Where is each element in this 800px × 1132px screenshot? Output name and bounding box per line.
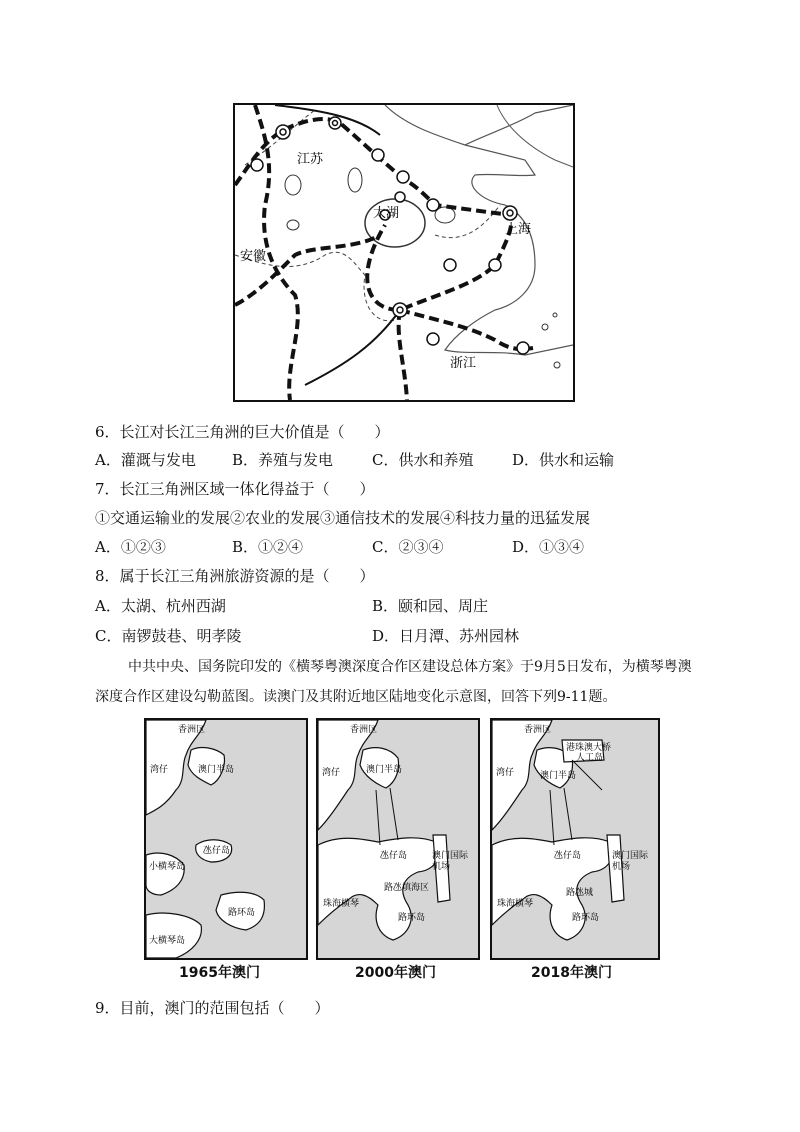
m1-label-macau-peninsula: 澳门半岛	[198, 765, 235, 775]
m2-label-coloane: 路环岛	[398, 913, 426, 923]
m3-label-wanzai: 湾仔	[496, 768, 515, 778]
yangtze-delta-map	[233, 103, 575, 402]
macau-2018-drawing	[492, 720, 658, 958]
m2-label-xiangzhou: 香洲区	[350, 725, 378, 735]
label-taihu: 太湖	[373, 206, 400, 221]
q8-option-d: D．日月潭、苏州园林	[372, 627, 520, 645]
macau-1965-caption: 1965年澳门	[179, 965, 260, 981]
m1-label-big-hengqin: 大横琴岛	[149, 936, 186, 946]
macau-1965-drawing	[146, 720, 306, 958]
m2-label-macau-peninsula: 澳门半岛	[366, 765, 403, 775]
m3-label-coloane: 路环岛	[572, 913, 600, 923]
m3-label-airport-2: 机场	[612, 862, 631, 872]
m3-label-xiangzhou: 香洲区	[524, 725, 552, 735]
m3-label-cotai: 路氹城	[566, 888, 594, 898]
macau-2018-caption: 2018年澳门	[531, 965, 612, 981]
q6-option-a: A．灌溉与发电	[95, 451, 196, 469]
m1-label-taipa: 氹仔岛	[203, 846, 231, 856]
intro-line-1: 中共中央、国务院印发的《横琴粤澳深度合作区建设总体方案》于9月5日发布，为横琴粤澳	[128, 659, 692, 675]
q7-stem: 7．长江三角洲区域一体化得益于（ ）	[95, 480, 375, 498]
m2-label-cotai-reclamation: 路氹填海区	[384, 883, 430, 893]
m2-label-wanzai: 湾仔	[322, 768, 341, 778]
m2-label-airport-2: 机场	[432, 862, 451, 872]
q9-stem: 9．目前，澳门的范围包括（ ）	[95, 999, 330, 1017]
m1-label-xiangzhou: 香洲区	[178, 725, 206, 735]
q7-option-b: B．①②④	[232, 538, 304, 556]
m1-label-small-hengqin: 小横琴岛	[149, 862, 186, 872]
label-anhui: 安徽	[240, 249, 267, 264]
m3-label-hzmb-2: 人工岛	[576, 753, 604, 763]
m2-label-zhuhai-hengqin: 珠海横琴	[323, 899, 360, 909]
macau-map-1965	[144, 718, 308, 960]
macau-2000-caption: 2000年澳门	[355, 965, 436, 981]
q6-stem: 6．长江对长江三角洲的巨大价值是（ ）	[95, 423, 390, 441]
m2-label-taipa: 氹仔岛	[380, 851, 408, 861]
q6-option-b: B．养殖与发电	[232, 451, 334, 469]
q6-option-c: C．供水和养殖	[372, 451, 474, 469]
yangtze-delta-map-drawing	[235, 105, 573, 400]
macau-map-2000	[316, 718, 480, 960]
q8-stem: 8．属于长江三角洲旅游资源的是（ ）	[95, 567, 375, 585]
q7-option-d: D．①③④	[512, 538, 585, 556]
m1-label-coloane: 路环岛	[228, 908, 256, 918]
m3-label-airport-1: 澳门国际	[612, 851, 649, 861]
q8-option-c: C．南锣鼓巷、明孝陵	[95, 627, 242, 645]
q6-option-d: D．供水和运输	[512, 451, 615, 469]
intro-line-2: 深度合作区建设勾勒蓝图。读澳门及其附近地区陆地变化示意图，回答下列9-11题。	[95, 689, 617, 705]
q8-option-a: A．太湖、杭州西湖	[95, 597, 226, 615]
label-shanghai: 上海	[505, 222, 532, 237]
macau-2000-drawing	[318, 720, 478, 958]
macau-map-2018	[490, 718, 660, 960]
label-zhejiang: 浙江	[450, 356, 477, 371]
label-jiangsu: 江苏	[297, 152, 324, 167]
m2-label-airport-1: 澳门国际	[432, 851, 469, 861]
m1-label-wanzai: 湾仔	[150, 765, 169, 775]
q7-items: ①交通运输业的发展②农业的发展③通信技术的发展④科技力量的迅猛发展	[95, 509, 591, 527]
m3-label-taipa: 氹仔岛	[554, 851, 582, 861]
m3-label-macau-peninsula: 澳门半岛	[540, 771, 577, 781]
q7-option-a: A．①②③	[95, 538, 166, 556]
m3-label-zhuhai-hengqin: 珠海横琴	[497, 899, 534, 909]
m3-label-hzmb-1: 港珠澳大桥	[566, 743, 612, 753]
q7-option-c: C．②③④	[372, 538, 444, 556]
q8-option-b: B．颐和园、周庄	[372, 597, 489, 615]
